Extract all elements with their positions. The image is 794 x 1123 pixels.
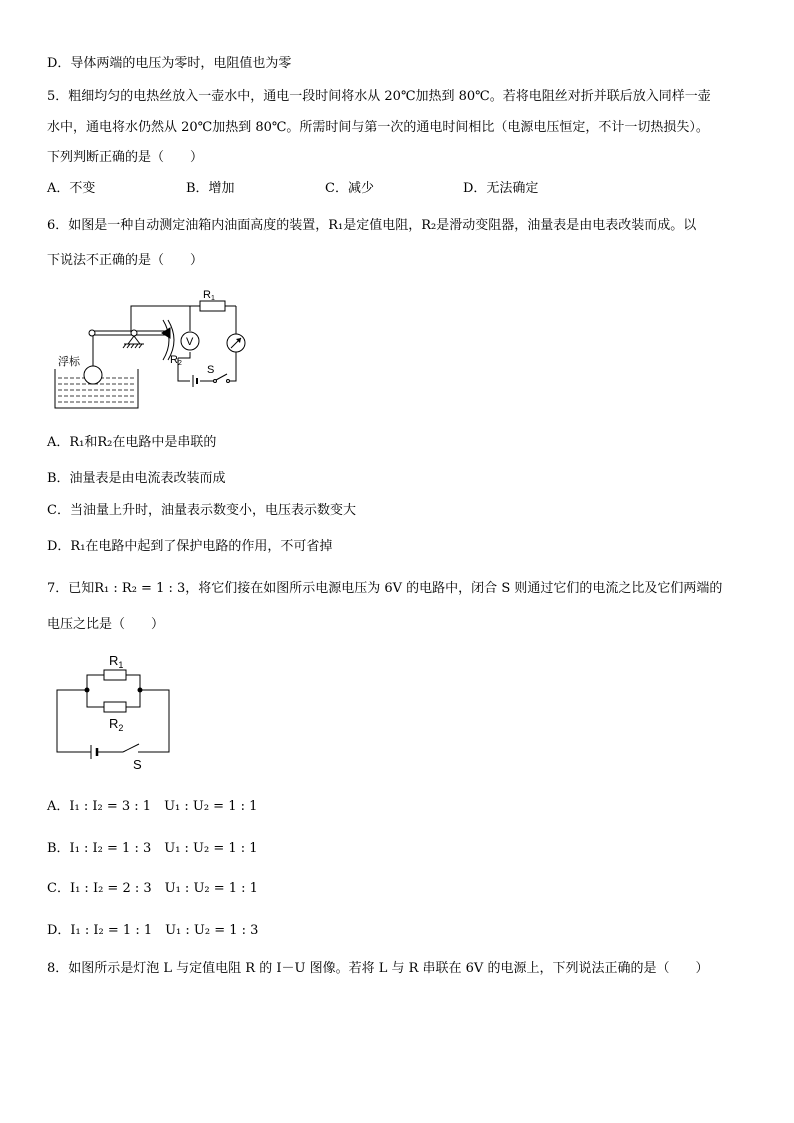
battery <box>91 745 97 759</box>
r1-resistor <box>104 670 126 680</box>
q8-stem-line1: 8．如图所示是灯泡 L 与定值电阻 R 的 I－U 图像。若将 L 与 R 串联在 6V 的电源上，下列说法正确的是（ ） <box>47 961 709 976</box>
q5-stem-line3: 下列判断正确的是（ ） <box>47 150 204 165</box>
svg-text:R1: $R_1$ <box>109 653 124 670</box>
q7-option-a: A．I₁ : I₂ = 3 : 1 U₁ : U₂ = 1 : 1 <box>47 799 258 814</box>
svg-text:R2: $R_2$ <box>109 716 124 733</box>
q6-option-c: C．当油量上升时，油量表示数变小，电压表示数变大 <box>47 503 356 518</box>
circuit-wires <box>57 675 169 752</box>
q5-option-c: C．减少 <box>325 181 374 196</box>
q5-stem-line2: 水中，通电将水仍然从 20℃加热到 80℃。所需时间与第一次的通电时间相比（电源电压恒定，不计一切热损失）。 <box>47 120 709 135</box>
q4-option-d: D．导体两端的电压为零时，电阻值也为零 <box>47 56 292 71</box>
svg-text:R2: R2 <box>170 354 182 367</box>
svg-text:V: V <box>186 336 194 348</box>
q6-stem-line1: 6．如图是一种自动测定油箱内油面高度的装置，R₁是定值电阻，R₂是滑动变阻器，油量表是由电表改装而成。以 <box>47 218 697 233</box>
q7-option-d: D．I₁ : I₂ = 1 : 1 U₁ : U₂ = 1 : 3 <box>47 923 259 938</box>
q6-stem-line2: 下说法不正确的是（ ） <box>47 253 204 268</box>
q5-option-a: A．不变 <box>47 181 96 196</box>
r1-resistor <box>200 301 225 311</box>
q6-option-d: D．R₁在电路中起到了保护电路的作用，不可省掉 <box>47 539 333 554</box>
q7-option-c: C．I₁ : I₂ = 2 : 3 U₁ : U₂ = 1 : 1 <box>47 881 258 896</box>
svg-text:S: S <box>133 757 142 772</box>
battery <box>193 375 197 387</box>
q7-option-b: B．I₁ : I₂ = 1 : 3 U₁ : U₂ = 1 : 1 <box>47 841 258 856</box>
q6-option-b: B．油量表是由电流表改装而成 <box>47 471 226 486</box>
q5-stem-line1: 5．粗细均匀的电热丝放入一壶水中，通电一段时间将水从 20℃加热到 80℃。若将电阻丝对折并联后放入同样一壶 <box>47 89 711 104</box>
q5-option-d: D．无法确定 <box>463 181 539 196</box>
float-label: 浮标 <box>58 356 80 368</box>
q7-stem-line2: 电压之比是（ ） <box>47 617 165 632</box>
lever-rod <box>89 328 170 366</box>
svg-text:S: S <box>207 364 215 376</box>
switch <box>123 744 139 752</box>
q7-parallel-circuit-figure <box>52 648 174 774</box>
svg-text:R1: R1 <box>203 289 215 302</box>
q7-stem-line1: 7．已知R₁ : R₂ = 1 : 3，将它们接在如图所示电源电压为 6V 的电路中，闭合 S 则通过它们的电流之比及它们两端的 <box>47 581 723 596</box>
r2-resistor <box>104 702 126 712</box>
q5-option-b: B．增加 <box>186 181 235 196</box>
q6-oil-gauge-figure <box>50 286 250 412</box>
float-buoy <box>84 366 102 384</box>
switch <box>214 374 230 383</box>
q6-option-a: A．R₁和R₂在电路中是串联的 <box>47 435 217 450</box>
